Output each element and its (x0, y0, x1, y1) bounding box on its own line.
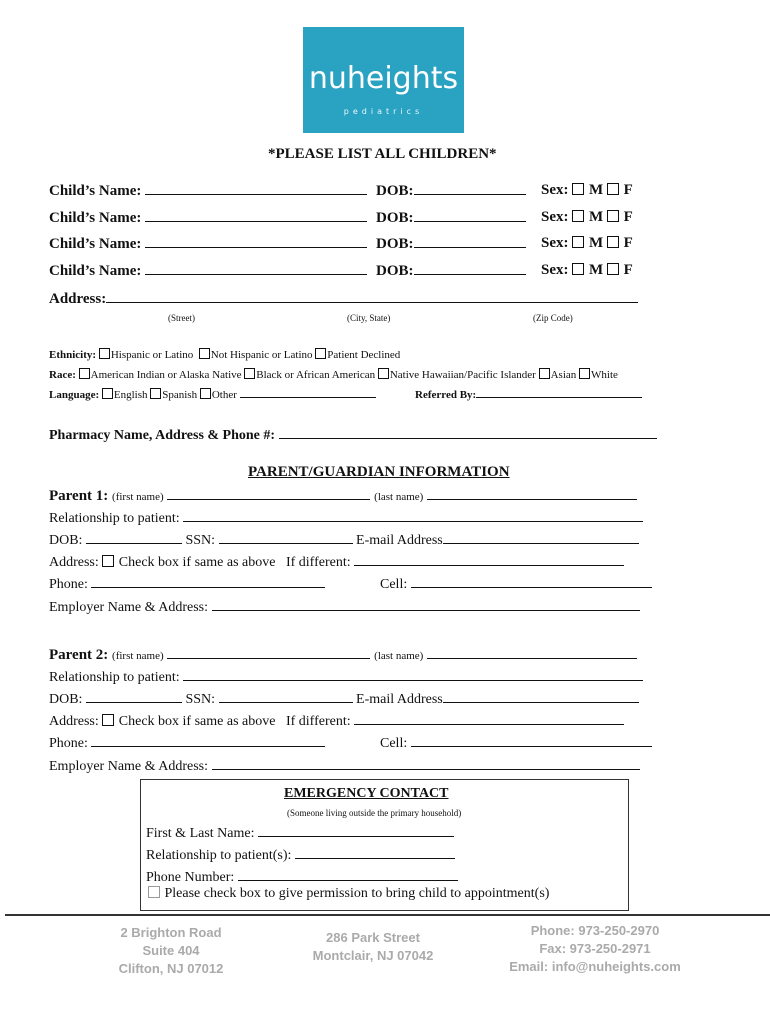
parent2-employer-row (49, 757, 640, 775)
ethnicity-option: Not Hispanic or Latino (210, 349, 313, 361)
parent1-cell-field[interactable] (411, 575, 652, 588)
emergency-name-field[interactable] (258, 824, 454, 837)
parent1-name-row (49, 487, 637, 505)
footer-line: Suite 404 (142, 943, 200, 958)
if-different-label: If different: (285, 714, 351, 729)
sex-m-checkbox[interactable] (572, 210, 584, 222)
parent1-cell-row (380, 575, 652, 593)
guardian-heading: PARENT/GUARDIAN INFORMATION (248, 464, 510, 480)
parent2-ssn-field[interactable] (219, 690, 353, 703)
emergency-phone-label: Phone Number: (146, 870, 235, 885)
language-option: Other (211, 389, 237, 401)
parent1-phone-row (49, 575, 325, 593)
pharmacy-row (49, 426, 657, 444)
emergency-name-label: First & Last Name: (146, 826, 255, 841)
ssn-label: SSN: (185, 533, 216, 548)
child-dob-4 (376, 262, 526, 280)
parent2-cell-field[interactable] (411, 734, 652, 747)
language-option: English (113, 389, 148, 401)
parent1-phone-field[interactable] (91, 575, 325, 588)
permission-label: Please check box to give permission to bring child to appointment(s) (164, 886, 550, 901)
nuheights-logo (303, 27, 464, 133)
parent2-name-row (49, 646, 637, 664)
emergency-relationship-row (146, 846, 455, 864)
parent2-address-row (49, 712, 624, 730)
dob-label: DOB: (49, 533, 83, 548)
sex-m-checkbox[interactable] (572, 263, 584, 275)
logo-brand: nuheights (308, 61, 459, 96)
ethnicity-option: Patient Declined (327, 349, 401, 361)
child-dob-field[interactable] (414, 235, 526, 248)
child-name-label: Child’s Name: (49, 210, 142, 226)
race-checkbox[interactable] (244, 368, 255, 379)
language-row (49, 388, 376, 401)
parent2-employer-field[interactable] (212, 757, 640, 770)
child-sex-1 (541, 182, 633, 199)
child-name-field[interactable] (145, 262, 367, 275)
address-zip-caption: (Zip Code) (533, 313, 573, 323)
child-name-field[interactable] (145, 235, 367, 248)
parent2-address-field[interactable] (354, 712, 624, 725)
emergency-relationship-label: Relationship to patient(s): (146, 848, 292, 863)
footer-clifton-address (100, 924, 242, 978)
parent1-first-name-field[interactable] (167, 487, 370, 500)
first-name-caption: (first name) (112, 491, 164, 503)
child-sex-label: Sex: (541, 209, 569, 225)
footer-montclair-address (300, 929, 446, 965)
child-sex-label: Sex: (541, 235, 569, 251)
footer-fax: Fax: 973-250-2971 (539, 941, 651, 956)
parent2-dob-field[interactable] (86, 690, 182, 703)
child-name-field[interactable] (145, 209, 367, 222)
race-option: White (591, 369, 618, 381)
child-sex-4 (541, 262, 633, 279)
child-dob-field[interactable] (414, 262, 526, 275)
permission-checkbox[interactable] (148, 886, 160, 898)
ethnicity-option: Hispanic or Latino (110, 349, 194, 361)
address-label: Address: (49, 555, 99, 570)
ethnicity-row (49, 348, 400, 361)
footer-line: Montclair, NJ 07042 (312, 948, 434, 963)
logo-subtitle: pediatrics (343, 107, 424, 116)
emergency-relationship-field[interactable] (295, 846, 455, 859)
list-all-children-heading: *PLEASE LIST ALL CHILDREN* (268, 146, 497, 162)
parent1-relationship-row (49, 509, 643, 527)
parent1-address-row (49, 553, 624, 571)
child-name-field[interactable] (145, 182, 367, 195)
cell-label: Cell: (380, 736, 408, 751)
dob-label: DOB: (49, 692, 83, 707)
sex-f-label: F (623, 182, 633, 198)
last-name-caption: (last name) (374, 650, 424, 662)
language-checkbox[interactable] (102, 388, 113, 399)
language-checkbox[interactable] (150, 388, 161, 399)
ethnicity-checkbox[interactable] (199, 348, 210, 359)
race-option: American Indian or Alaska Native (90, 369, 242, 381)
language-option: Spanish (162, 389, 198, 401)
child-row-1 (49, 182, 367, 200)
parent2-cell-row (380, 734, 652, 752)
child-name-label: Child’s Name: (49, 236, 142, 252)
parent1-relationship-field[interactable] (183, 509, 643, 522)
address-label: Address: (49, 714, 99, 729)
race-checkbox[interactable] (79, 368, 90, 379)
child-dob-field[interactable] (414, 209, 526, 222)
sex-m-label: M (589, 262, 604, 278)
sex-f-checkbox[interactable] (607, 236, 619, 248)
if-different-label: If different: (285, 555, 351, 570)
sex-m-label: M (589, 235, 604, 251)
parent1-email-field[interactable] (443, 531, 639, 544)
pharmacy-field[interactable] (279, 426, 657, 439)
parent2-relationship-row (49, 668, 643, 686)
footer-divider (5, 914, 770, 916)
emergency-phone-row (146, 868, 458, 886)
emergency-name-row (146, 824, 454, 842)
race-option: Native Hawaiian/Pacific Islander (389, 369, 536, 381)
email-label: E-mail Address (356, 533, 443, 548)
ethnicity-checkbox[interactable] (315, 348, 326, 359)
pharmacy-label: Pharmacy Name, Address & Phone #: (49, 428, 276, 443)
parent2-email-field[interactable] (443, 690, 639, 703)
parent2-label: Parent 2: (49, 647, 109, 663)
child-sex-label: Sex: (541, 182, 569, 198)
referred-by-row (415, 388, 642, 401)
same-address-checkbox[interactable] (102, 555, 114, 567)
race-checkbox[interactable] (579, 368, 590, 379)
parent2-dob-row (49, 690, 639, 708)
footer-phone: Phone: 973-250-2970 (530, 923, 660, 938)
child-sex-3 (541, 235, 633, 252)
ethnicity-checkbox[interactable] (99, 348, 110, 359)
sex-f-label: F (623, 235, 633, 251)
race-option: Asian (550, 369, 577, 381)
race-option: Black or African American (256, 369, 376, 381)
sex-f-checkbox[interactable] (607, 183, 619, 195)
sex-f-label: F (623, 209, 633, 225)
sex-f-checkbox[interactable] (607, 210, 619, 222)
sex-m-checkbox[interactable] (572, 236, 584, 248)
child-dob-label: DOB: (376, 210, 414, 226)
emergency-heading: EMERGENCY CONTACT (284, 786, 449, 801)
address-field[interactable] (106, 290, 638, 303)
child-dob-2 (376, 209, 526, 227)
employer-label: Employer Name & Address: (49, 759, 209, 774)
child-row-3 (49, 235, 367, 253)
last-name-caption: (last name) (374, 491, 424, 503)
address-label: Address: (49, 291, 107, 307)
same-address-label: Check box if same as above (118, 555, 276, 570)
child-dob-3 (376, 235, 526, 253)
footer-line: 2 Brighton Road (120, 925, 222, 940)
child-dob-1 (376, 182, 526, 200)
parent1-dob-row (49, 531, 639, 549)
parent1-last-name-field[interactable] (427, 487, 637, 500)
same-address-checkbox[interactable] (102, 714, 114, 726)
emergency-subheading: (Someone living outside the primary household) (287, 808, 462, 818)
parent1-label: Parent 1: (49, 488, 109, 504)
ethnicity-label: Ethnicity: (49, 349, 97, 361)
ssn-label: SSN: (185, 692, 216, 707)
phone-label: Phone: (49, 736, 88, 751)
footer-contact (505, 922, 685, 976)
language-label: Language: (49, 389, 100, 401)
footer-line: Clifton, NJ 07012 (118, 961, 224, 976)
same-address-label: Check box if same as above (118, 714, 276, 729)
parent1-dob-field[interactable] (86, 531, 182, 544)
address-row (49, 290, 638, 308)
emergency-permission-row (148, 886, 549, 902)
employer-label: Employer Name & Address: (49, 600, 209, 615)
referred-by-label: Referred By: (415, 389, 477, 401)
first-name-caption: (first name) (112, 650, 164, 662)
sex-m-label: M (589, 182, 604, 198)
relationship-label: Relationship to patient: (49, 511, 180, 526)
child-dob-label: DOB: (376, 263, 414, 279)
parent1-ssn-field[interactable] (219, 531, 353, 544)
address-city-caption: (City, State) (347, 313, 391, 323)
child-name-label: Child’s Name: (49, 263, 142, 279)
parent2-relationship-field[interactable] (183, 668, 643, 681)
race-row (49, 368, 618, 381)
email-label: E-mail Address (356, 692, 443, 707)
race-checkbox[interactable] (378, 368, 389, 379)
parent2-phone-row (49, 734, 325, 752)
footer-email: Email: info@nuheights.com (509, 959, 681, 974)
child-sex-label: Sex: (541, 262, 569, 278)
parent1-employer-row (49, 598, 640, 616)
cell-label: Cell: (380, 577, 408, 592)
child-row-4 (49, 262, 367, 280)
sex-f-label: F (623, 262, 633, 278)
sex-f-checkbox[interactable] (607, 263, 619, 275)
parent1-address-field[interactable] (354, 553, 624, 566)
language-checkbox[interactable] (200, 388, 211, 399)
address-street-caption: (Street) (168, 313, 195, 323)
relationship-label: Relationship to patient: (49, 670, 180, 685)
language-other-field[interactable] (240, 388, 376, 398)
sex-m-checkbox[interactable] (572, 183, 584, 195)
parent2-first-name-field[interactable] (167, 646, 370, 659)
sex-m-label: M (589, 209, 604, 225)
emergency-phone-field[interactable] (238, 868, 458, 881)
phone-label: Phone: (49, 577, 88, 592)
child-name-label: Child’s Name: (49, 183, 142, 199)
child-sex-2 (541, 209, 633, 226)
race-checkbox[interactable] (539, 368, 550, 379)
child-dob-label: DOB: (376, 236, 414, 252)
referred-by-field[interactable] (476, 388, 642, 398)
footer-line: 286 Park Street (326, 930, 420, 945)
race-label: Race: (49, 369, 76, 381)
child-dob-field[interactable] (414, 182, 526, 195)
parent1-employer-field[interactable] (212, 598, 640, 611)
parent2-phone-field[interactable] (91, 734, 325, 747)
child-row-2 (49, 209, 367, 227)
child-dob-label: DOB: (376, 183, 414, 199)
parent2-last-name-field[interactable] (427, 646, 637, 659)
